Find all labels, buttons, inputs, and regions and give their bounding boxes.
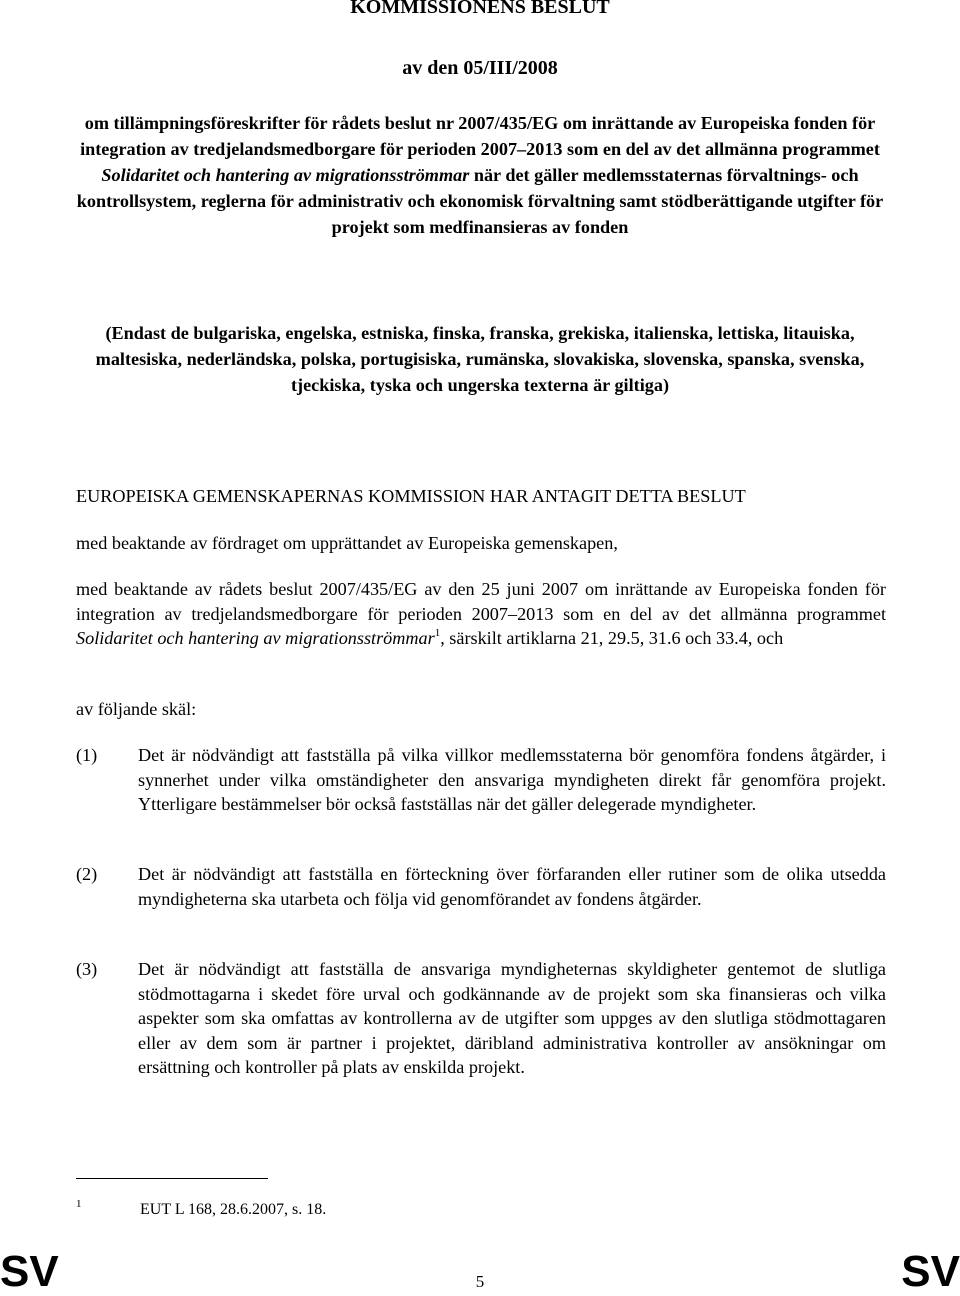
footnote-number: 1 [76, 1198, 82, 1210]
whereas-intro: av följande skäl: [76, 699, 197, 719]
subject-text-2: när det gäller medlemsstaternas förvaltnings- och kontrollsystem, reglerna för administrativ och ekonomisk förvaltning samt stödberättigande utgifter för projekt som medfinansieras av fonden [76, 165, 884, 237]
having-regard-council-decision [76, 577, 886, 651]
having-regard-text-1: med beaktande av rådets beslut 2007/435/EG av den 25 juni 2007 om inrättande av Europeiska fonden för integration av tredjelandsmedborgare för perioden 2007–2013 som en del av det allmänna programmet [76, 579, 886, 624]
decision-date: av den 05/III/2008 [402, 57, 558, 79]
recital-number: (1) [76, 745, 98, 765]
authentic-languages-note: (Endast de bulgariska, engelska, estniska, finska, franska, grekiska, italienska, lettiska, litauiska, maltesiska, nederländska, polska, portugisiska, rumänska, slovakiska, slovenska, spanska, svenska, tjeckiska, tyska och ungerska texterna är giltiga) [95, 323, 865, 395]
subject-text-1: om tillämpningsföreskrifter för rådets beslut nr 2007/435/EG om inrättande av Europeiska fonden för integration av tredjelandsmedborgare för perioden 2007–2013 som en del av det allmänna programmet [80, 113, 880, 159]
language-code-right: SV [901, 1247, 960, 1296]
recital-number: (3) [76, 959, 98, 979]
recital-number: (2) [76, 864, 98, 884]
recital-text: Det är nödvändigt att fastställa de ansvariga myndigheternas skyldigheter gentemot de slutliga stödmottagarna i skedet före urval och godkännande av de projekt som ska finansieras och vilka aspekter som ska omfattas av kontrollerna av de utgifter som uppges av den slutliga stödmottagaren eller av dem som är partner i projektet, däribland administrativa kontroller av ansökningar om ersättning och kontroller på plats av enskilda projekt. [138, 959, 886, 1077]
recital-text: Det är nödvändigt att fastställa på vilka villkor medlemsstaterna bör genomföra fondens åtgärder, i synnerhet under vilka omständigheter den ansvariga myndigheten direkt får genomföra projekt. Ytterligare bestämmelser bör också fastställas när det gäller delegerade myndigheter. [138, 745, 886, 814]
page-number: 5 [475, 1272, 485, 1291]
recital-text: Det är nödvändigt att fastställa en förteckning över förfaranden eller rutiner som de olika utsedda myndigheterna ska utarbeta och följa vid genomförandet av fondens åtgärder. [138, 864, 886, 909]
footnote-text: EUT L 168, 28.6.2007, s. 18. [140, 1201, 327, 1218]
having-regard-treaty: med beaktande av fördraget om upprättandet av Europeiska gemenskapen, [76, 533, 618, 553]
footnote-reference[interactable]: 1 [434, 627, 441, 639]
adopting-authority: EUROPEISKA GEMENSKAPERNAS KOMMISSION HAR ANTAGIT DETTA BESLUT [76, 486, 746, 506]
decision-subject [70, 110, 890, 240]
having-regard-text-2: , särskilt artiklarna 21, 29.5, 31.6 och 33.4, och [440, 628, 784, 648]
having-regard-programme-name: Solidaritet och hantering av migrationsströmmar [76, 628, 435, 648]
subject-programme-name: Solidaritet och hantering av migrationsströmmar [101, 165, 470, 185]
language-code-left: SV [0, 1247, 59, 1296]
footnote-separator [76, 1178, 268, 1179]
decision-title: KOMMISSIONENS BESLUT [350, 0, 610, 18]
